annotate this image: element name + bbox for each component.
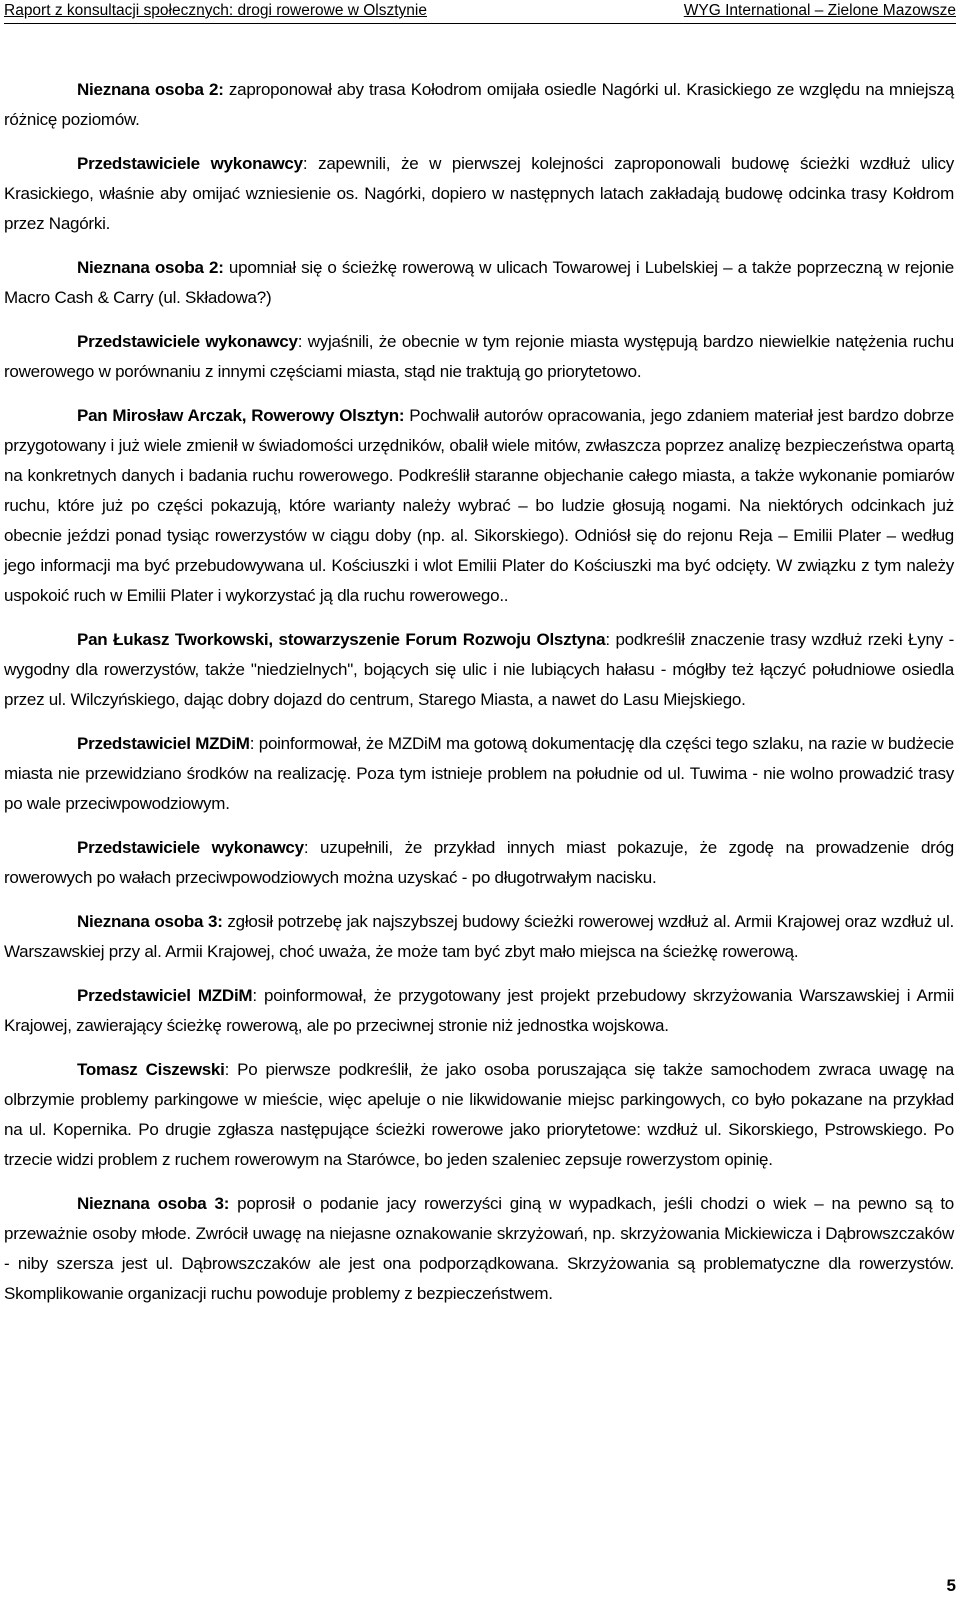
speaker-name: Nieznana osoba 3: <box>77 1194 230 1213</box>
paragraph-text: : uzupełnili, że przykład innych miast pokazuje, że zgodę na prowadzenie dróg rowerowych po wałach przeciwpowodziowych można uzyskać - po długotrwałym nacisku. <box>4 838 955 887</box>
speaker-name: Nieznana osoba 2: <box>77 80 224 99</box>
paragraph-text: : podkreślił znaczenie trasy wzdłuż rzeki Łyny - wygodny dla rowerzystów, także "niedzielnych", bojących się ulic i nie lubiących hałasu - mógłby też łączyć południowe osiedla przez ul. Wilczyńskiego, dając dobry dojazd do centrum, Starego Miasta, a nawet do Lasu Miejskiego. <box>4 630 954 709</box>
page-header <box>4 0 956 24</box>
paragraph-text: : poinformował, że MZDiM ma gotową dokumentację dla części tego szlaku, na razie w budżecie miasta nie przewidziano środków na realizację. Poza tym istnieje problem na południe od ul. Tuwima - nie wolno prowadzić trasy po wale przeciwpowodziowym. <box>4 734 954 813</box>
speaker-name: Przedstawiciele wykonawcy <box>77 154 303 173</box>
speaker-name: Nieznana osoba 3: <box>77 912 223 931</box>
paragraph <box>4 327 954 387</box>
speaker-name: Przedstawiciel MZDiM <box>77 986 253 1005</box>
header-organization: WYG International – Zielone Mazowsze <box>683 2 956 19</box>
speaker-name: Pan Łukasz Tworkowski, stowarzyszenie Forum Rozwoju Olsztyna <box>77 630 606 649</box>
page-number: 5 <box>946 1576 956 1595</box>
paragraph-text: zaproponował aby trasa Kołodrom omijała osiedle Nagórki ul. Krasickiego ze względu na mniejszą różnicę poziomów. <box>4 80 954 129</box>
paragraph <box>4 907 954 967</box>
speaker-name: Przedstawiciele wykonawcy <box>77 332 298 351</box>
paragraph <box>4 1189 954 1309</box>
paragraph <box>4 75 954 135</box>
paragraph <box>4 401 954 611</box>
document-body <box>4 75 954 1323</box>
header-report-title: Raport z konsultacji społecznych: drogi rowerowe w Olsztynie <box>4 2 427 19</box>
paragraph-text: upomniał się o ścieżkę rowerową w ulicach Towarowej i Lubelskiej – a także poprzeczną w rejonie Macro Cash & Carry (ul. Składowa?) <box>4 258 954 307</box>
paragraph-text: zgłosił potrzebę jak najszybszej budowy ścieżki rowerowej wzdłuż al. Armii Krajowej oraz wzdłuż ul. Warszawskiej przy al. Armii Krajowej, choć uważa, że może tam być zbyt mało miejsca na ścieżkę rowerową. <box>4 912 954 961</box>
paragraph <box>4 981 954 1041</box>
paragraph-text: : wyjaśnili, że obecnie w tym rejonie miasta występują bardzo niewielkie natężenia ruchu rowerowego w porównaniu z innymi częściami miasta, stąd nie traktują go priorytetowo. <box>4 332 954 381</box>
paragraph <box>4 729 954 819</box>
speaker-name: Przedstawiciel MZDiM <box>77 734 250 753</box>
paragraph <box>4 625 954 715</box>
speaker-name: Pan Mirosław Arczak, Rowerowy Olsztyn: <box>77 406 405 425</box>
paragraph <box>4 253 954 313</box>
paragraph-text: poprosił o podanie jacy rowerzyści giną w wypadkach, jeśli chodzi o wiek – na pewno są to przeważnie osoby młode. Zwrócił uwagę na niejasne oznakowanie skrzyżowań, np. skrzyżowania Mickiewicza i Dąbrowszczaków - niby szersza jest ul. Dąbrowszczaków ale jest ona podporządkowana. Skrzyżowania są problematyczne dla rowerzystów. Skomplikowanie organizacji ruchu powoduje problemy z bezpieczeństwem. <box>4 1194 954 1303</box>
paragraph-text: : poinformował, że przygotowany jest projekt przebudowy skrzyżowania Warszawskiej i Armii Krajowej, zawierający ścieżkę rowerową, ale po przeciwnej stronie niż jednostka wojskowa. <box>4 986 954 1035</box>
speaker-name: Przedstawiciele wykonawcy <box>77 838 304 857</box>
paragraph-text: : Po pierwsze podkreślił, że jako osoba poruszająca się także samochodem zwraca uwagę na olbrzymie problemy parkingowe w mieście, więc apeluje o nie likwidowanie miejsc parkingowych, co było pokazane na przykład na ul. Kopernika. Po drugie zgłasza następujące ścieżki rowerowe jako priorytetowe: wzdłuż ul. Sikorskiego, Pstrowskiego. Po trzecie widzi problem z ruchem rowerowym na Starówce, bo jeden szaleniec zepsuje rowerzystom opinię. <box>4 1060 955 1169</box>
paragraph <box>4 833 954 893</box>
paragraph-text: Pochwalił autorów opracowania, jego zdaniem materiał jest bardzo dobrze przygotowany i już wiele zmienił w świadomości urzędników, obalił wiele mitów, zwłaszcza poprzez analizę bezpieczeństwa opartą na konkretnych danych i badania ruchu rowerowego. Podkreślił staranne objechanie całego miasta, a także wykonanie pomiarów ruchu, które już po części pokazują, które warianty należy wybrać – bo ludzie głosują nogami. Na niektórych odcinkach już obecnie jeździ ponad tysiąc rowerzystów w ciągu doby (np. al. Sikorskiego). Odniósł się do rejonu Reja – Emilii Plater – według jego informacji ma być przebudowywana ul. Kościuszki i wlot Emilii Plater do Kościuszki ma być odcięty. W związku z tym należy uspokoić ruch w Emilii Plater i wykorzystać ją dla ruchu rowerowego.. <box>4 406 954 605</box>
paragraph <box>4 1055 954 1175</box>
speaker-name: Nieznana osoba 2: <box>77 258 224 277</box>
paragraph-text: : zapewnili, że w pierwszej kolejności zaproponowali budowę ścieżki wzdłuż ulicy Krasickiego, właśnie aby omijać wzniesienie os. Nagórki, dopiero w następnych latach zakładają budowę odcinka trasy Kołdrom przez Nagórki. <box>4 154 954 233</box>
speaker-name: Tomasz Ciszewski <box>77 1060 225 1079</box>
paragraph <box>4 149 954 239</box>
